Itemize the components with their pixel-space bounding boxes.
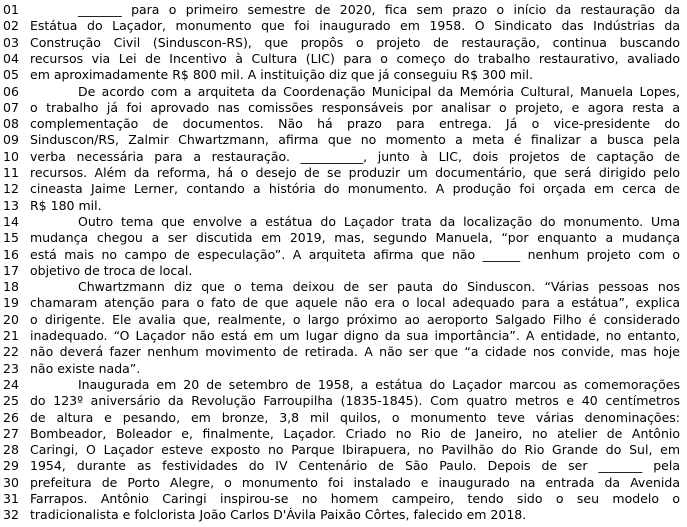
line-text: o dirigente. Ele avalia que, realmente, o largo próximo ao aeroporto Salgado Filho é considerado xyxy=(30,311,680,327)
line-number: 10 xyxy=(3,148,19,164)
text-line xyxy=(0,311,687,328)
text-line xyxy=(0,392,687,409)
text-line xyxy=(0,1,687,18)
line-text: prefeitura de Porto Alegre, o monumento foi instalado e inaugurado na entrada da Avenida xyxy=(30,474,680,490)
line-text: Bombeador, Boleador e, finalmente, Laçador. Criado no Rio de Janeiro, no atelier de Antônio xyxy=(30,425,680,441)
line-text: do 123º aniversário da Revolução Farroupilha (1835-1845). Com quatro metros e 40 centímetros xyxy=(30,393,680,409)
line-number: 05 xyxy=(3,67,19,83)
line-text: não deverá fazer nenhum movimento de retirada. A não ser que “a cidade nos convide, mas hoje xyxy=(30,344,680,360)
line-text: recursos via Lei de Incentivo à Cultura (LIC) para o começo do trabalho restaurativo, avaliado xyxy=(30,50,680,66)
line-number: 26 xyxy=(3,409,19,425)
line-text: complementação de documentos. Não há prazo para entrega. Já o vice-presidente do xyxy=(30,116,680,132)
line-text: Construção Civil (Sinduscon-RS), que propôs o projeto de restauração, continua buscando xyxy=(30,34,680,50)
line-text: Chwartzmann diz que o tema deixou de ser pauta do Sinduscon. “Várias pessoas nos xyxy=(78,279,680,295)
line-number: 28 xyxy=(3,442,19,458)
text-line xyxy=(0,148,687,165)
line-number: 32 xyxy=(3,507,19,523)
line-text: em aproximadamente R$ 800 mil. A instituição diz que já conseguiu R$ 300 mil. xyxy=(30,67,533,83)
line-number: 24 xyxy=(3,376,19,392)
text-line xyxy=(0,490,687,507)
line-number: 15 xyxy=(3,230,19,246)
line-number: 12 xyxy=(3,181,19,197)
text-line xyxy=(0,441,687,458)
text-line xyxy=(0,213,687,230)
text-line xyxy=(0,83,687,100)
line-number: 06 xyxy=(3,83,19,99)
line-number: 08 xyxy=(3,116,19,132)
text-line xyxy=(0,34,687,51)
line-text: 1954, durante as festividades do IV Centenário de São Paulo. Depois de ser _______ pela xyxy=(30,458,680,474)
text-line xyxy=(0,425,687,442)
line-number: 22 xyxy=(3,344,19,360)
text-line xyxy=(0,197,687,214)
text-line xyxy=(0,246,687,263)
text-line xyxy=(0,278,687,295)
text-line xyxy=(0,457,687,474)
text-line xyxy=(0,131,687,148)
line-text: Outro tema que envolve a estátua do Laçador trata da localização do monumento. Uma xyxy=(78,213,680,229)
line-text: inadequado. “O Laçador não está em um lugar digno da sua importância”. A entidade, no entanto, xyxy=(30,328,680,343)
line-number: 29 xyxy=(3,458,19,474)
line-number: 16 xyxy=(3,246,19,262)
line-number: 13 xyxy=(3,197,19,213)
line-text: cineasta Jaime Lerner, contando a história do monumento. A produção foi orçada em cerca de xyxy=(30,181,680,197)
text-line xyxy=(0,343,687,360)
line-text: R$ 180 mil. xyxy=(30,197,102,213)
line-number: 19 xyxy=(3,295,19,311)
text-line xyxy=(0,164,687,181)
text-line xyxy=(0,506,687,523)
line-text: De acordo com a arquiteta da Coordenação Municipal da Memória Cultural, Manuela Lopes, xyxy=(78,83,680,99)
text-line xyxy=(0,376,687,393)
text-line xyxy=(0,360,687,377)
text-line xyxy=(0,17,687,34)
line-text: objetivo de troca de local. xyxy=(30,262,193,278)
line-text: mudança chegou a ser discutida em 2019, mas, segundo Manuela, “por enquanto a mudança xyxy=(30,230,680,246)
text-line xyxy=(0,50,687,67)
text-line xyxy=(0,99,687,116)
text-line xyxy=(0,474,687,491)
line-text: não existe nada”. xyxy=(30,360,141,376)
line-number: 20 xyxy=(3,311,19,327)
line-number: 01 xyxy=(3,2,19,17)
text-line xyxy=(0,180,687,197)
line-text: o trabalho já foi aprovado nas comissões responsáveis por analisar o projeto, e agora resta a xyxy=(30,99,680,115)
line-number: 17 xyxy=(3,262,19,278)
line-number: 07 xyxy=(3,99,19,115)
line-text: tradicionalista e folclorista João Carlos D'Ávila Paixão Côrtes, falecido em 2018. xyxy=(30,507,527,523)
line-number: 14 xyxy=(3,213,19,229)
line-text: _______ para o primeiro semestre de 2020, fica sem prazo o início da restauração da xyxy=(78,2,680,17)
line-number: 03 xyxy=(3,34,19,50)
line-number: 30 xyxy=(3,474,19,490)
line-text: Sinduscon/RS, Zalmir Chwartzmann, afirma que no momento a meta é finalizar a busca pela xyxy=(30,132,680,148)
line-text: está mais no campo de especulação”. A arquiteta afirma que não ______ nenhum projeto com o xyxy=(30,246,680,262)
text-line xyxy=(0,229,687,246)
line-number: 25 xyxy=(3,393,19,409)
text-line xyxy=(0,262,687,279)
line-number: 31 xyxy=(3,491,19,506)
text-line xyxy=(0,294,687,311)
line-number: 27 xyxy=(3,425,19,441)
line-text: Estátua do Laçador, monumento que foi inaugurado em 1958. O Sindicato das Indústrias da xyxy=(30,18,680,34)
line-number: 21 xyxy=(3,328,19,343)
line-number: 02 xyxy=(3,18,19,34)
line-number: 11 xyxy=(3,165,19,180)
text-line xyxy=(0,115,687,132)
text-line xyxy=(0,66,687,83)
line-text: de altura e pesando, em bronze, 3,8 mil quilos, o monumento teve várias denominações: xyxy=(30,409,680,425)
line-text: Inaugurada em 20 de setembro de 1958, a estátua do Laçador marcou as comemorações xyxy=(78,376,680,392)
line-number: 04 xyxy=(3,50,19,66)
text-line xyxy=(0,327,687,344)
line-number: 09 xyxy=(3,132,19,148)
line-text: recursos. Além da reforma, há o desejo de se produzir um documentário, que será dirigido pelo xyxy=(30,165,680,180)
line-number: 18 xyxy=(3,279,19,295)
line-text: Caringi, O Laçador esteve exposto no Parque Ibirapuera, no Pavilhão do Rio Grande do Sul, em xyxy=(30,442,680,458)
text-line xyxy=(0,409,687,426)
line-number: 23 xyxy=(3,360,19,376)
line-text: chamaram atenção para o fato de que aquele não era o local adequado para a estátua”, explica xyxy=(30,295,680,311)
line-text: Farrapos. Antônio Caringi inspirou-se no homem campeiro, tendo sido o seu modelo o xyxy=(30,491,680,506)
line-text: verba necessária para a restauração. __________, junto à LIC, dois projetos de captação de xyxy=(30,148,680,164)
